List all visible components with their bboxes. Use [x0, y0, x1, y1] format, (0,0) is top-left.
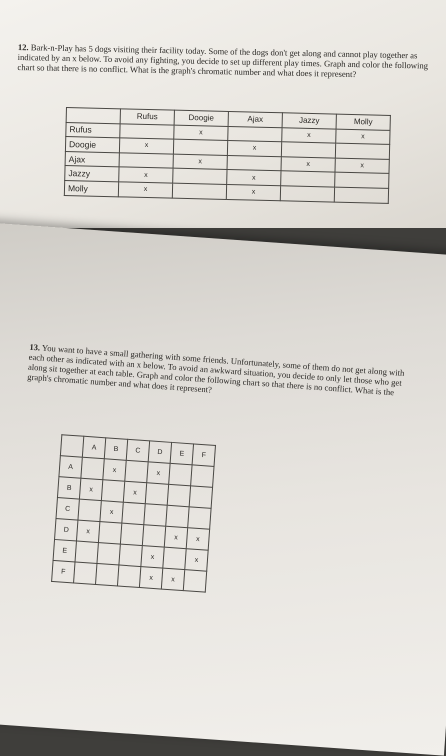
column-header: Molly	[336, 114, 390, 130]
table-cell: x	[227, 141, 281, 157]
table-cell: x	[281, 157, 335, 173]
table-cell: x	[139, 567, 162, 589]
table-cell	[120, 123, 174, 139]
question-13-number: 13.	[29, 341, 41, 353]
table-cell	[191, 465, 214, 487]
row-header: C	[56, 498, 79, 520]
table-cell	[125, 460, 148, 482]
table-cell	[183, 570, 206, 592]
table-cell	[172, 183, 226, 199]
dog-conflict-table	[64, 107, 391, 203]
table-cell	[122, 502, 145, 524]
table-corner-cell	[60, 435, 83, 457]
table-cell	[188, 507, 211, 529]
table-cell: x	[118, 182, 172, 198]
table-cell	[334, 187, 388, 203]
row-header: B	[57, 477, 80, 499]
row-header: Ajax	[65, 151, 119, 167]
table-cell	[75, 541, 98, 563]
question-13	[27, 342, 419, 409]
table-cell: x	[141, 546, 164, 568]
column-header: Ajax	[228, 111, 282, 127]
friend-conflict-table	[51, 434, 216, 592]
table-cell: x	[79, 478, 102, 500]
table-cell	[119, 544, 142, 566]
table-cell: x	[335, 158, 389, 174]
table-cell	[120, 523, 143, 545]
table-cell	[167, 484, 190, 506]
table-cell	[74, 562, 97, 584]
table-cell	[163, 547, 186, 569]
column-header: F	[192, 444, 215, 466]
question-12-prompt: Bark-n-Play has 5 dogs visiting their facility today. Some of the dogs don't get along and cannot play together as indicated by an x below. To avoid any fighting, you decide to set up different play times. Graph and color the following chart so that there is no conflict. What is the graph's chromatic number and what does it represent?	[17, 42, 429, 80]
table-cell: x	[173, 154, 227, 170]
table-cell	[98, 522, 121, 544]
column-header: C	[126, 439, 149, 461]
row-header: A	[59, 456, 82, 478]
row-header: Doogie	[65, 137, 119, 153]
question-12	[17, 42, 438, 81]
table-cell	[97, 543, 120, 565]
row-header: Jazzy	[65, 166, 119, 182]
row-header: F	[52, 560, 75, 582]
question-12-number: 12.	[17, 42, 29, 53]
row-header: E	[53, 539, 76, 561]
table-cell: x	[336, 129, 390, 145]
table-cell: x	[174, 125, 228, 141]
table-cell	[335, 172, 389, 188]
table-cell: x	[186, 528, 209, 550]
column-header: Rufus	[120, 109, 174, 125]
table-cell	[173, 139, 227, 155]
table-cell: x	[227, 170, 281, 186]
question-13-prompt: You want to have a small gathering with some friends. Unfortunately, some of them do not get along with each other as indicated with an x below. To avoid an awkward situation, you decide to only let those who get along sit together at each table. Graph and color the following chart so that there is no conflict. What is the graph's chromatic number and what does it represent?	[26, 342, 405, 398]
table-cell	[335, 143, 389, 159]
table-cell	[280, 186, 334, 202]
worksheet-page-bottom	[0, 222, 446, 756]
row-header: D	[55, 519, 78, 541]
table-cell	[119, 153, 173, 169]
row-header: Molly	[64, 180, 118, 196]
table-corner-cell	[66, 108, 120, 124]
table-cell	[169, 463, 192, 485]
table-cell	[95, 563, 118, 585]
table-cell: x	[76, 520, 99, 542]
table-cell	[227, 155, 281, 171]
table-cell: x	[147, 462, 170, 484]
table-cell: x	[164, 526, 187, 548]
table-cell	[81, 457, 104, 479]
column-header: Doogie	[174, 110, 228, 126]
table-cell: x	[161, 568, 184, 590]
table-cell	[144, 504, 167, 526]
table-cell: x	[185, 549, 208, 571]
table-cell	[228, 126, 282, 142]
worksheet-page-top	[0, 0, 446, 228]
table-cell: x	[100, 501, 123, 523]
table-cell: x	[103, 459, 126, 481]
table-cell	[101, 480, 124, 502]
table-cell: x	[123, 481, 146, 503]
table-cell	[189, 486, 212, 508]
table-cell	[142, 525, 165, 547]
table-cell	[173, 169, 227, 185]
column-header: D	[148, 441, 171, 463]
table-cell: x	[226, 184, 280, 200]
table-cell	[281, 142, 335, 158]
row-header: Rufus	[66, 122, 120, 138]
table-cell	[166, 505, 189, 527]
column-header: Jazzy	[282, 113, 336, 129]
table-cell: x	[119, 138, 173, 154]
table-cell	[117, 565, 140, 587]
column-header: E	[170, 442, 193, 464]
table-cell	[281, 171, 335, 187]
table-cell	[145, 483, 168, 505]
table-cell	[78, 499, 101, 521]
column-header: A	[82, 436, 105, 458]
column-header: B	[104, 438, 127, 460]
table-cell: x	[119, 167, 173, 183]
table-cell: x	[282, 127, 336, 143]
